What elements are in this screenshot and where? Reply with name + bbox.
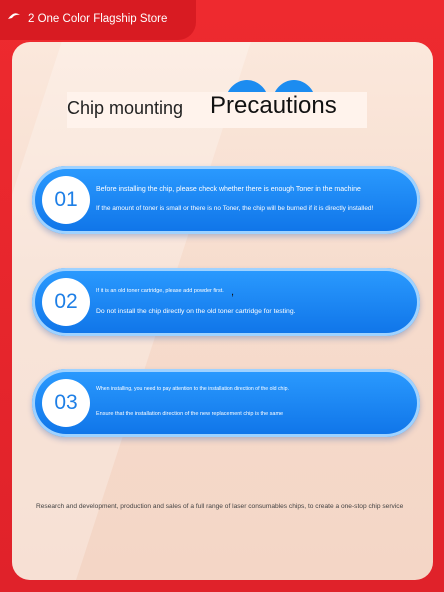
title-part-2: Precautions [210, 92, 337, 119]
title-box [67, 92, 367, 128]
card-number: 02 [42, 278, 90, 326]
store-name: 2 One Color Flagship Store [28, 13, 168, 25]
content-panel [12, 42, 433, 580]
store-tab[interactable] [0, 0, 196, 40]
precaution-card-1 [32, 166, 420, 234]
card-text-line-2: Ensure that the installation direction of the new replacement chip is the same [96, 411, 284, 417]
card-text-line-1: Before installing the chip, please check whether there is enough Toner in the machine [96, 186, 361, 193]
title-part-1: Chip mounting [67, 98, 184, 118]
card-number: 03 [42, 379, 90, 427]
store-logo-icon [6, 9, 22, 25]
card-text-line-1: When installing, you need to pay attention to the installation direction of the old chip. [96, 386, 289, 392]
card-text-line-1: If it is an old toner cartridge, please add powder first. [96, 288, 224, 294]
card-text-line-2: If the amount of toner is small or there is no Toner, the chip will be burned if it is directly installed! [96, 205, 374, 212]
card-number: 01 [42, 176, 90, 224]
precaution-card-2 [32, 268, 420, 336]
title-block [67, 82, 387, 132]
card-text-line-2: Do not install the chip directly on the old toner cartridge for testing. [96, 308, 296, 315]
footer-text: Research and development, production and sales of a full range of laser consumables chips, to create a one-stop chip service [36, 503, 404, 510]
stray-comma: , [231, 286, 235, 298]
precaution-card-3 [32, 369, 420, 437]
